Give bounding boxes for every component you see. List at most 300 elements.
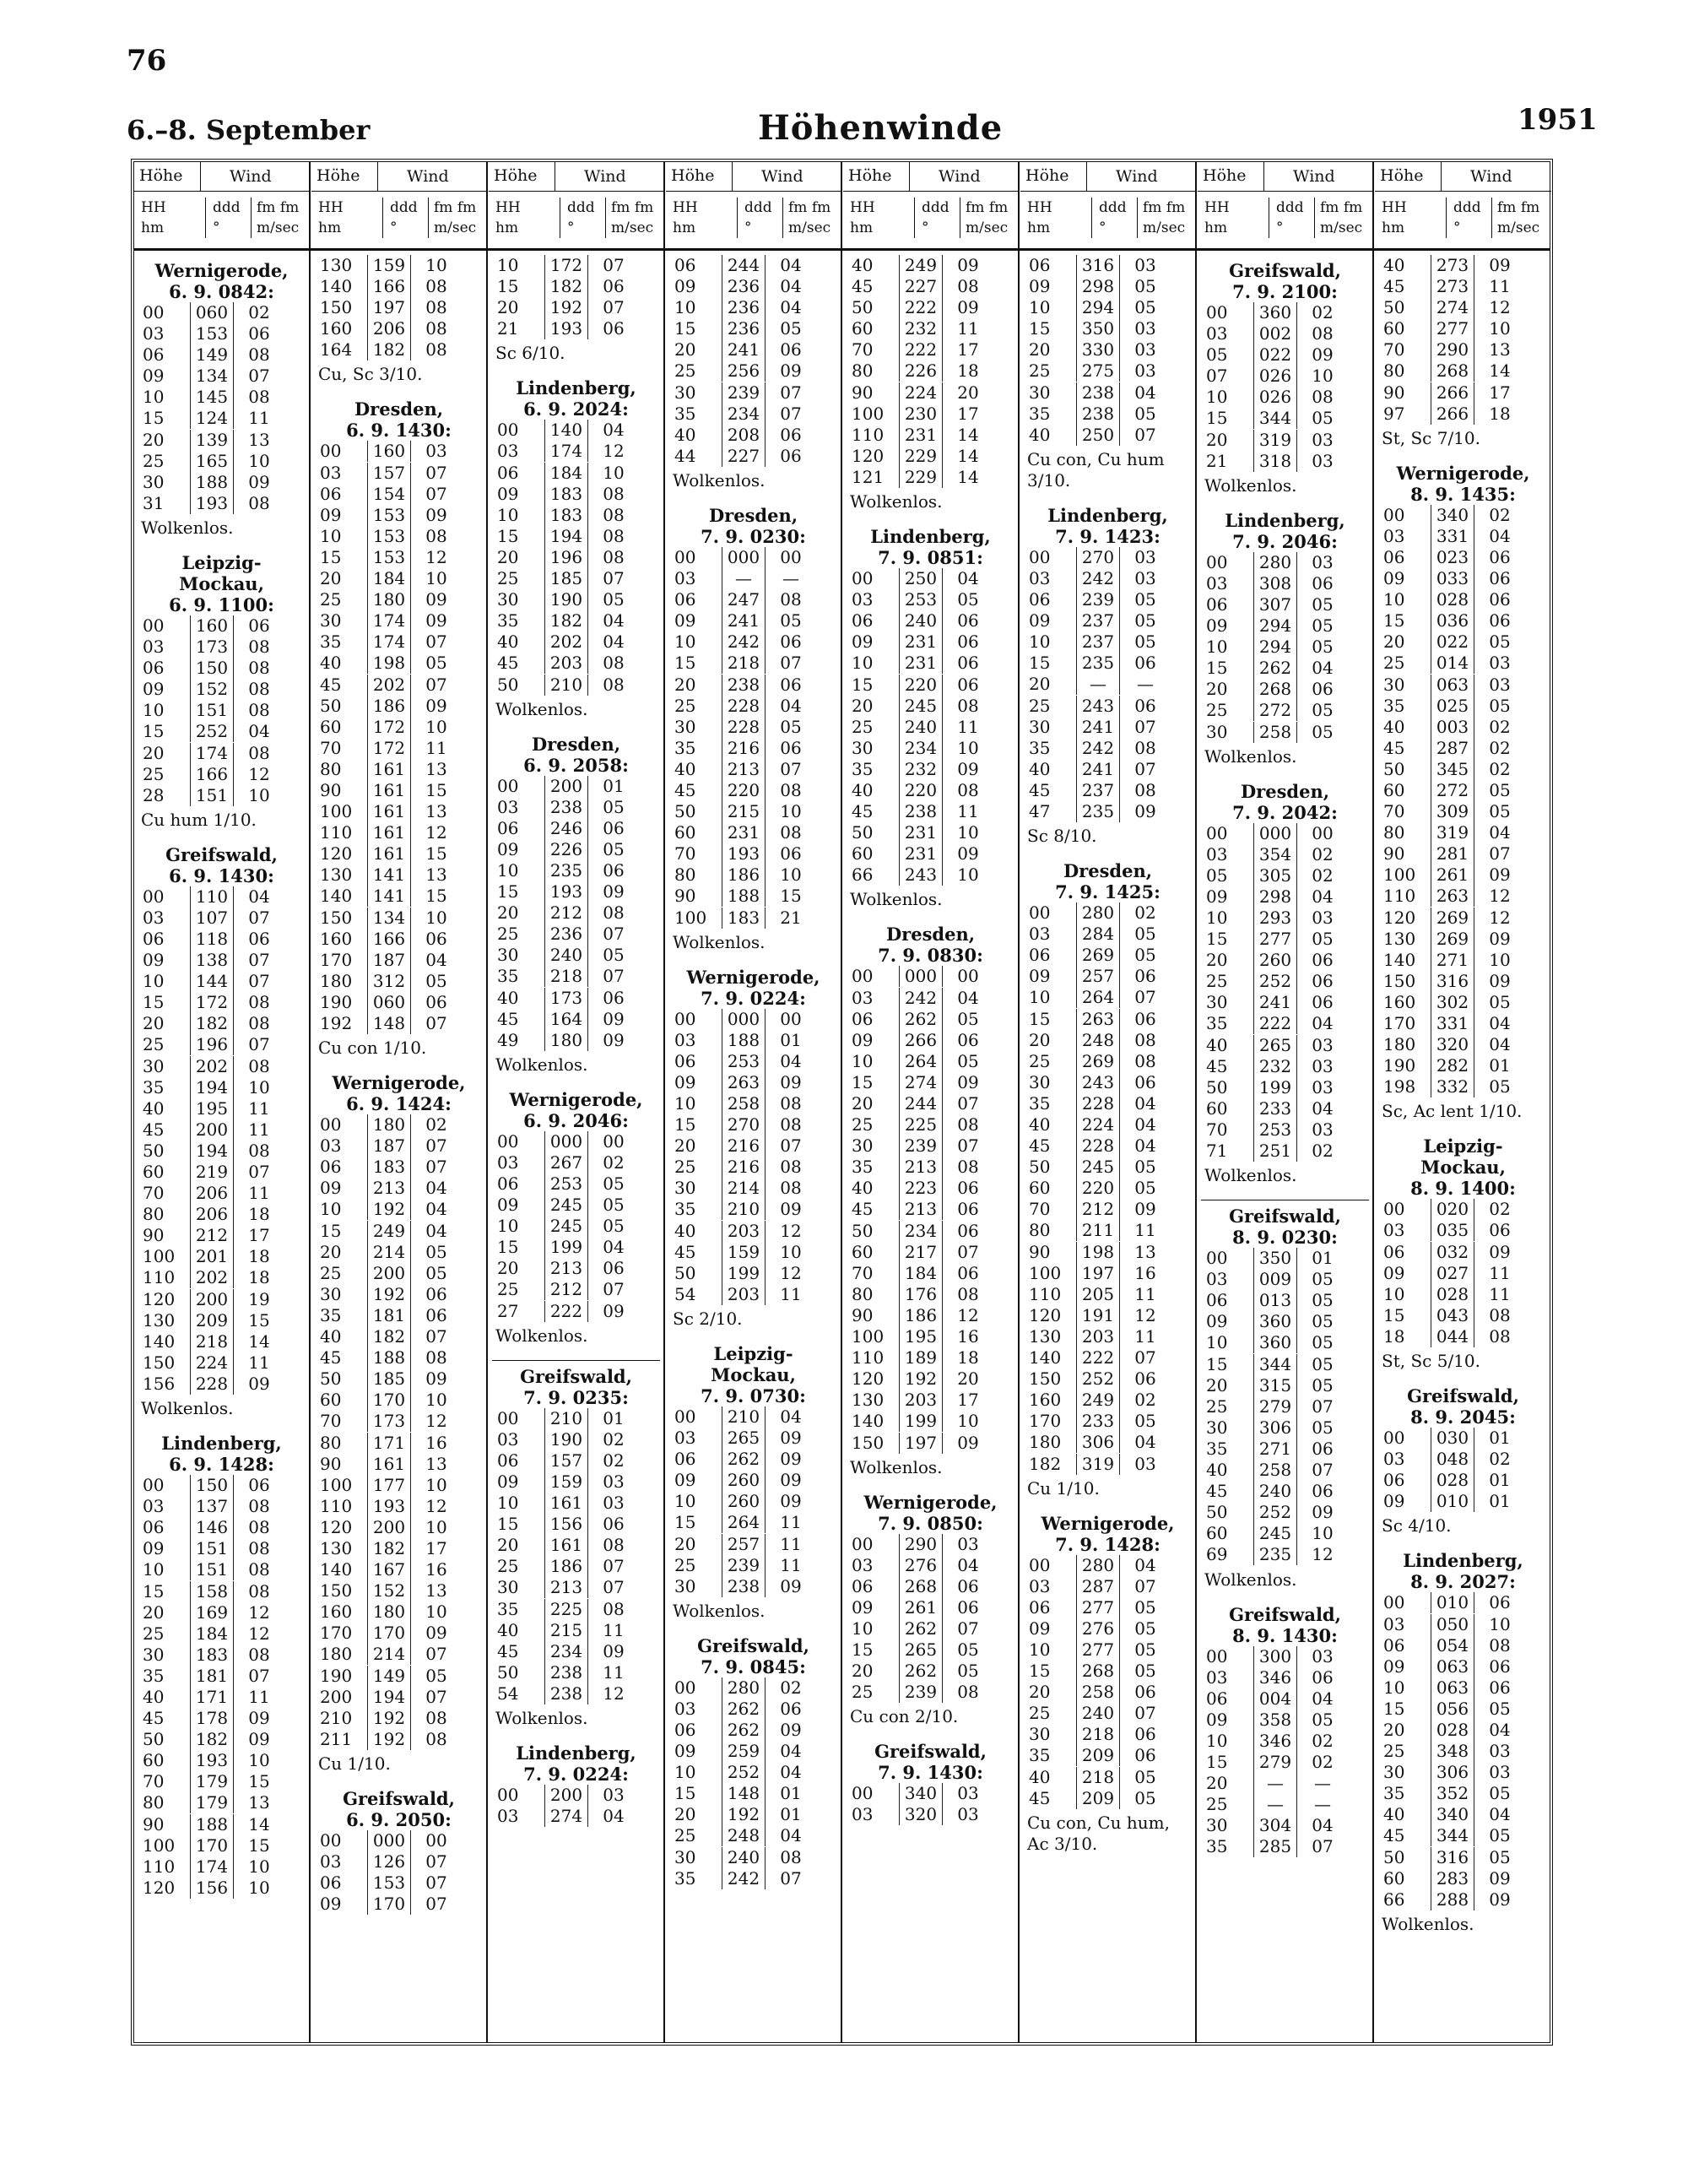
height-value: 06 [674, 255, 696, 275]
height-value: 09 [1383, 1656, 1405, 1677]
speed-value: 05 [780, 610, 802, 631]
speed-value: 08 [780, 589, 802, 610]
table-row [843, 696, 1018, 717]
direction-value: 253 [899, 589, 943, 610]
height-value: 110 [143, 1267, 176, 1288]
direction-value: 186 [544, 1556, 588, 1577]
speed-value: 09 [780, 1199, 802, 1220]
speed-value: 09 [248, 1373, 270, 1394]
direction-value: 243 [899, 864, 943, 886]
height-value: 06 [497, 817, 519, 838]
speed-value: 06 [603, 318, 625, 339]
table-row [1375, 1263, 1551, 1284]
table-row [843, 1114, 1018, 1135]
height-value: 60 [320, 1390, 342, 1411]
speed-value: 01 [780, 1029, 802, 1050]
speed-value: 08 [248, 700, 270, 721]
speed-value: 10 [1312, 1523, 1334, 1544]
table-row [311, 738, 486, 759]
speed-value: 10 [425, 1390, 447, 1411]
station-block [1375, 1545, 1551, 1943]
table-row [489, 945, 663, 966]
speed-value: 09 [780, 1071, 802, 1092]
direction-value: 180 [367, 589, 411, 610]
height-value: 198 [1383, 1076, 1416, 1097]
speed-value: 11 [957, 801, 979, 822]
table-row [843, 1597, 1018, 1618]
table-row [489, 1450, 663, 1471]
speed-value: 09 [957, 297, 979, 318]
height-value: 110 [320, 822, 353, 843]
table-row [1198, 366, 1372, 387]
direction-value: 268 [1253, 679, 1297, 700]
direction-value: 156 [190, 1878, 234, 1899]
height-value: 66 [1383, 1889, 1405, 1910]
direction-value: 236 [722, 297, 766, 318]
direction-value: 154 [367, 484, 411, 505]
height-value: 20 [674, 1533, 696, 1554]
direction-value: 269 [1076, 1051, 1120, 1072]
direction-value: 240 [1253, 1481, 1297, 1502]
height-value: 28 [143, 784, 165, 805]
table-row [1198, 1077, 1372, 1098]
height-value: 10 [497, 1493, 519, 1514]
cloud-note: Cu con 2/10. [850, 1706, 959, 1727]
direction-value: 164 [544, 1009, 588, 1030]
direction-value: 157 [544, 1450, 588, 1471]
speed-value: 02 [1489, 1199, 1511, 1220]
height-value: 60 [852, 318, 874, 339]
height-value: 06 [1206, 1290, 1228, 1311]
speed-value: 09 [425, 504, 447, 525]
direction-value: 223 [899, 1178, 943, 1199]
height-value: 50 [320, 695, 342, 716]
table-row [311, 297, 486, 318]
direction-value: 231 [899, 822, 943, 843]
table-row [1375, 1783, 1551, 1804]
table-row [1198, 908, 1372, 929]
speed-value: 03 [1134, 546, 1156, 567]
speed-value: 04 [603, 1237, 625, 1258]
height-value: 10 [852, 1618, 874, 1639]
height-value: 25 [852, 1682, 874, 1703]
table-row [489, 1620, 663, 1641]
direction-value: 202 [367, 675, 411, 696]
direction-value: 004 [1253, 1688, 1297, 1710]
speed-value: 06 [603, 1258, 625, 1279]
direction-value: 205 [1076, 1284, 1120, 1305]
height-value: 40 [320, 653, 342, 674]
speed-value: 04 [780, 1741, 802, 1762]
height-value: 40 [1383, 716, 1405, 737]
speed-value: 10 [248, 1856, 270, 1877]
table-row [1020, 1199, 1195, 1220]
speed-value: 09 [780, 1719, 802, 1740]
direction-value: — [1076, 674, 1120, 695]
speed-value: 05 [1134, 276, 1156, 297]
height-value: 00 [674, 1008, 696, 1029]
speed-value: 11 [425, 737, 447, 758]
height-value: 15 [674, 1783, 696, 1804]
direction-value: 354 [1253, 844, 1297, 865]
speed-value: 02 [1489, 504, 1511, 525]
cloud-note: Wolkenlos. [495, 1707, 588, 1728]
speed-value: 05 [1134, 1639, 1156, 1660]
table-row [666, 382, 841, 404]
table-row [1020, 987, 1195, 1008]
direction-value: 252 [190, 721, 234, 742]
station-title: Wernigerode, 7. 9. 1428: [1041, 1512, 1175, 1555]
height-value: 06 [852, 1008, 874, 1029]
height-value: 25 [143, 763, 165, 784]
table-row [1375, 1825, 1551, 1846]
speed-value: 16 [1134, 1262, 1156, 1283]
speed-value: 09 [248, 471, 270, 492]
speed-value: 05 [1134, 1178, 1156, 1199]
direction-value: 194 [190, 1141, 234, 1162]
speed-value: 05 [425, 1665, 447, 1686]
height-value: 120 [143, 1877, 176, 1898]
height-value: 09 [1383, 568, 1405, 589]
table-row [134, 615, 309, 637]
speed-value: 13 [248, 1792, 270, 1813]
table-row [311, 484, 486, 505]
direction-value: 277 [1076, 1597, 1120, 1618]
direction-value: 269 [1431, 908, 1474, 929]
table-row [134, 1792, 309, 1813]
height-value: 03 [852, 589, 874, 610]
table-row [666, 318, 841, 339]
table-row [134, 1331, 309, 1352]
table-row [843, 467, 1018, 488]
height-value: 30 [320, 1283, 342, 1304]
table-row [311, 864, 486, 886]
direction-value: 173 [367, 1411, 411, 1432]
speed-value: 10 [1312, 366, 1334, 387]
height-value: 20 [852, 1661, 874, 1682]
direction-value: 060 [190, 302, 234, 323]
height-value: 15 [674, 318, 696, 339]
height-value: 120 [143, 1288, 176, 1309]
speed-value: 05 [1134, 1618, 1156, 1639]
height-value: 30 [1383, 674, 1405, 695]
speed-value: 07 [1134, 758, 1156, 779]
speed-value: 05 [1312, 929, 1334, 950]
table-row [134, 764, 309, 785]
station-title: Greifswald, 6. 9. 1430: [165, 843, 278, 886]
height-value: 100 [674, 907, 707, 928]
height-value: 10 [1029, 1639, 1051, 1660]
speed-value: 07 [603, 297, 625, 318]
direction-value: 249 [899, 255, 943, 276]
table-row [311, 1199, 486, 1220]
speed-value: 08 [957, 1682, 979, 1703]
height-value: 160 [320, 318, 353, 339]
height-value: 05 [1206, 864, 1228, 886]
hoehe-label: Höhe [1380, 166, 1424, 185]
table-row [134, 1750, 309, 1771]
station-title: Wernigerode, 6. 9. 2046: [509, 1088, 643, 1131]
direction-value: 234 [899, 738, 943, 759]
table-row [1375, 1284, 1551, 1305]
speed-value: 07 [248, 971, 270, 992]
height-value: 15 [143, 408, 165, 429]
table-row [1375, 908, 1551, 929]
table-row [1375, 547, 1551, 568]
table-row [666, 1221, 841, 1242]
speed-value: 04 [603, 420, 625, 441]
speed-value: 09 [425, 589, 447, 610]
table-row [134, 1517, 309, 1538]
speed-value: 17 [248, 1225, 270, 1246]
direction-value: 232 [1253, 1056, 1297, 1077]
speed-value: 09 [248, 1729, 270, 1750]
table-row [311, 610, 486, 631]
height-value: 170 [320, 949, 353, 970]
table-row [1198, 1248, 1372, 1269]
direction-value: 056 [1431, 1699, 1474, 1720]
table-row [1198, 302, 1372, 323]
table-row [1020, 1454, 1195, 1475]
speed-value: 07 [248, 1034, 270, 1055]
table-row [1198, 1523, 1372, 1544]
speed-value: 01 [780, 1783, 802, 1804]
height-value: 110 [143, 1856, 176, 1877]
station-title: Lindenberg, 7. 9. 0224: [516, 1742, 636, 1785]
table-row [134, 1581, 309, 1602]
direction-value: 344 [1253, 408, 1297, 429]
height-value: 60 [143, 1162, 165, 1182]
direction-value: 200 [367, 1517, 411, 1538]
direction-value: 253 [722, 1051, 766, 1072]
direction-value: 320 [899, 1804, 943, 1825]
direction-value: 235 [544, 860, 588, 881]
speed-value: 09 [1312, 344, 1334, 366]
direction-value: 145 [190, 387, 234, 408]
height-value: 31 [143, 492, 165, 513]
direction-value: 241 [1076, 717, 1120, 738]
direction-value: 171 [190, 1687, 234, 1708]
speed-value: 03 [1312, 551, 1334, 572]
direction-value: 200 [544, 1785, 588, 1806]
height-value: 54 [497, 1683, 519, 1704]
table-row [1020, 1178, 1195, 1199]
speed-value: 08 [603, 483, 625, 504]
speed-value: 06 [425, 991, 447, 1012]
table-row [489, 1009, 663, 1030]
table-row [1198, 1269, 1372, 1290]
direction-value: 242 [899, 988, 943, 1009]
table-row [134, 1771, 309, 1792]
station-title: Greifswald, 8. 9. 2045: [1407, 1385, 1519, 1428]
direction-value: 193 [190, 1750, 234, 1771]
direction-value: 344 [1431, 1825, 1474, 1846]
height-value: 20 [1029, 1682, 1051, 1703]
direction-value: 261 [1431, 864, 1474, 886]
table-column [843, 162, 1020, 2042]
speed-value: 16 [957, 1326, 979, 1347]
direction-value: 166 [190, 764, 234, 785]
speed-value: 06 [957, 1262, 979, 1283]
speed-value: 03 [1134, 1453, 1156, 1474]
direction-value: 234 [544, 1641, 588, 1662]
table-row [134, 1246, 309, 1267]
height-value: 30 [674, 1846, 696, 1867]
direction-value: 192 [899, 1368, 943, 1390]
direction-value: 028 [1431, 1720, 1474, 1741]
table-row [489, 1471, 663, 1493]
direction-value: 186 [722, 864, 766, 886]
direction-value: 294 [1076, 297, 1120, 318]
height-value: 130 [320, 255, 353, 275]
speed-value: 16 [425, 1432, 447, 1453]
table-row [1020, 738, 1195, 759]
table-row [134, 658, 309, 679]
station-block [489, 1361, 663, 1737]
table-row [1020, 1745, 1195, 1766]
direction-value: 309 [1431, 801, 1474, 822]
speed-value: 05 [1134, 924, 1156, 945]
direction-value: 302 [1431, 992, 1474, 1013]
direction-value: 252 [1076, 1368, 1120, 1390]
height-value: 140 [320, 1559, 353, 1580]
height-value: 15 [320, 1220, 342, 1241]
height-value: 06 [143, 658, 165, 679]
cloud-note: Wolkenlos. [495, 1325, 588, 1346]
direction-value: 269 [1076, 945, 1120, 966]
direction-value: 252 [1253, 971, 1297, 992]
direction-value: 253 [544, 1173, 588, 1195]
hh-label: HH hm [495, 199, 521, 236]
table-row [843, 1030, 1018, 1051]
speed-value: 08 [957, 1283, 979, 1304]
speed-value: 11 [1489, 1262, 1511, 1283]
speed-value: 05 [780, 318, 802, 339]
table-row [1020, 1639, 1195, 1661]
table-row [843, 446, 1018, 467]
direction-value: 193 [544, 881, 588, 902]
table-row [666, 1470, 841, 1491]
height-value: 30 [497, 945, 519, 966]
hoehe-label: Höhe [494, 166, 538, 185]
direction-value: 182 [190, 1729, 234, 1750]
direction-value: 320 [1431, 1034, 1474, 1055]
direction-value: 156 [544, 1514, 588, 1535]
table-row [843, 297, 1018, 318]
table-row [311, 1114, 486, 1135]
table-row [843, 589, 1018, 610]
table-row [1198, 451, 1372, 472]
table-row [1020, 1157, 1195, 1178]
direction-value: 180 [367, 1114, 411, 1135]
speed-value: 06 [1312, 1666, 1334, 1688]
speed-value: 08 [425, 1728, 447, 1749]
direction-value: 231 [722, 822, 766, 843]
speed-value: 10 [1489, 318, 1511, 339]
speed-value: 15 [248, 1834, 270, 1856]
speed-value: 04 [780, 1762, 802, 1783]
table-row [1020, 1284, 1195, 1305]
station-block [1020, 1508, 1195, 1863]
speed-value: 12 [1489, 297, 1511, 318]
station-block [666, 1338, 841, 1630]
table-row [489, 631, 663, 653]
fmfm-label: fm fm m/sec [428, 198, 476, 238]
direction-value: 187 [367, 1135, 411, 1157]
direction-value: 228 [190, 1374, 234, 1395]
height-value: 30 [143, 1055, 165, 1076]
height-value: 130 [143, 1309, 176, 1330]
wind-label: Wind [200, 162, 272, 191]
column-header-top [1198, 162, 1372, 192]
hoehe-label: Höhe [139, 166, 183, 185]
cloud-note: Wolkenlos. [141, 1398, 234, 1419]
speed-value: 11 [957, 716, 979, 737]
height-value: 70 [320, 737, 342, 758]
height-value: 03 [674, 1029, 696, 1050]
ddd-label: ddd ° [914, 198, 950, 238]
speed-value: 07 [1134, 1575, 1156, 1596]
table-row [1198, 430, 1372, 451]
table-row [1020, 1576, 1195, 1597]
direction-value: 243 [1076, 1072, 1120, 1093]
height-value: 50 [1206, 1502, 1228, 1523]
table-row [666, 276, 841, 297]
table-row [489, 441, 663, 462]
direction-value: 332 [1431, 1076, 1474, 1097]
table-row [134, 1119, 309, 1141]
direction-value: 350 [1253, 1248, 1297, 1269]
table-row [843, 1804, 1018, 1825]
table-row [489, 675, 663, 696]
table-row [1020, 297, 1195, 318]
height-value: 06 [1029, 255, 1051, 275]
speed-value: 07 [1312, 1836, 1334, 1857]
direction-value: 124 [190, 408, 234, 429]
height-value: 50 [1029, 1157, 1051, 1178]
speed-value: 05 [425, 1241, 447, 1262]
direction-value: 170 [367, 1390, 411, 1411]
table-row [134, 1835, 309, 1856]
table-row [666, 1825, 841, 1846]
direction-value: 216 [722, 1135, 766, 1157]
height-value: 20 [674, 1804, 696, 1825]
speed-value: 00 [780, 1008, 802, 1029]
height-value: 35 [497, 966, 519, 987]
height-value: 10 [1206, 1332, 1228, 1353]
height-value: 25 [143, 1623, 165, 1644]
height-value: 90 [320, 779, 342, 800]
height-value: 35 [1206, 1438, 1228, 1459]
height-value: 00 [497, 1407, 519, 1428]
year-label: 1951 [1518, 103, 1598, 137]
station-title: Greifswald, 7. 9. 1430: [874, 1741, 987, 1784]
direction-value: 161 [367, 1454, 411, 1475]
speed-value: 02 [1489, 1449, 1511, 1470]
speed-value: 14 [957, 445, 979, 466]
direction-value: 187 [367, 950, 411, 971]
table-row [1375, 801, 1551, 822]
speed-value: 04 [1312, 658, 1334, 679]
height-value: 54 [674, 1283, 696, 1304]
table-row [489, 526, 663, 547]
speed-value: 03 [1489, 653, 1511, 674]
height-value: 00 [143, 302, 165, 322]
table-row [1375, 1076, 1551, 1097]
table-row [843, 382, 1018, 404]
direction-value: 134 [190, 366, 234, 387]
height-value: 09 [1383, 1262, 1405, 1283]
